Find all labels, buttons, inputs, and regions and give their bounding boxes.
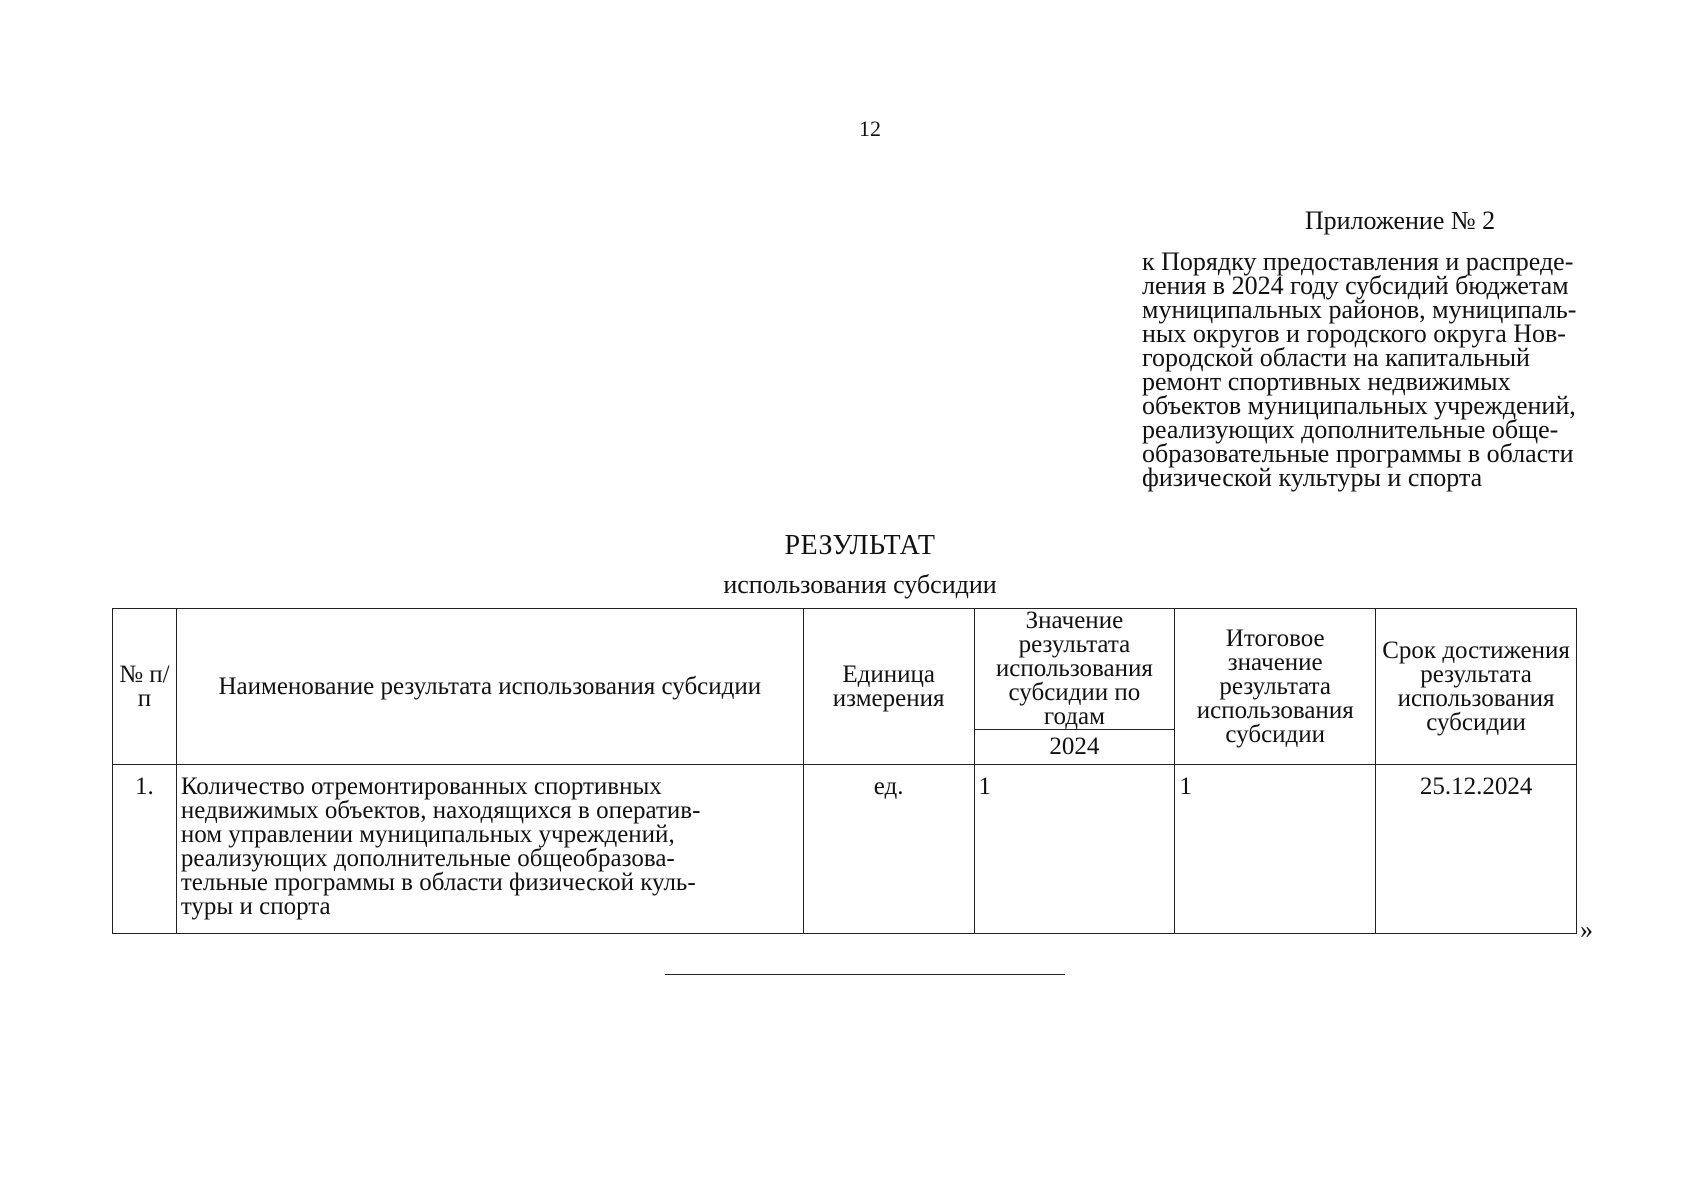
row-name: Количество отремонтированных спортивных недвижимых объектов, находящихся в оператив- ном управлении муниципальных учреждений, реализующих дополнительные общеобразова- тельные программы в области физической куль- туры и спорта	[176, 765, 803, 934]
appendix-text: к Порядку предоставления и распреде- ления в 2024 году субсидий бюджетам муниципальных районов, муниципаль- ных округов и городского округа Нов- городской области на капитальный ремонт спортивных недвижимых объектов муниципальных учреждений, реализующих дополнительные обще- образовательные программы в области физической культуры и спорта	[1142, 247, 1577, 492]
header-num: № п/п	[113, 609, 177, 765]
closing-quote: »	[1580, 915, 1593, 944]
row-total: 1	[1175, 765, 1376, 934]
page-number: 12	[859, 116, 881, 141]
result-subtitle: использования субсидии	[723, 570, 997, 599]
header-year: 2024	[974, 730, 1175, 765]
appendix-title: Приложение № 2	[1304, 206, 1496, 235]
result-table	[112, 608, 1577, 934]
footer-divider	[665, 974, 1065, 975]
table-row	[113, 765, 1577, 934]
header-name: Наименование результата использования субсидии	[176, 609, 803, 765]
row-unit: ед.	[803, 765, 974, 934]
table-header-row	[113, 609, 1577, 730]
header-unit: Единица измерения	[803, 609, 974, 765]
header-deadline: Срок достижения результата использования субсидии	[1376, 609, 1577, 765]
header-value-by-years: Значение результата использования субсидии по годам	[974, 609, 1175, 730]
row-deadline: 25.12.2024	[1376, 765, 1577, 934]
row-value-2024: 1	[974, 765, 1175, 934]
result-title: РЕЗУЛЬТАТ	[784, 530, 936, 561]
header-total: Итоговое значение результата использования субсидии	[1175, 609, 1376, 765]
row-num: 1.	[113, 765, 177, 934]
